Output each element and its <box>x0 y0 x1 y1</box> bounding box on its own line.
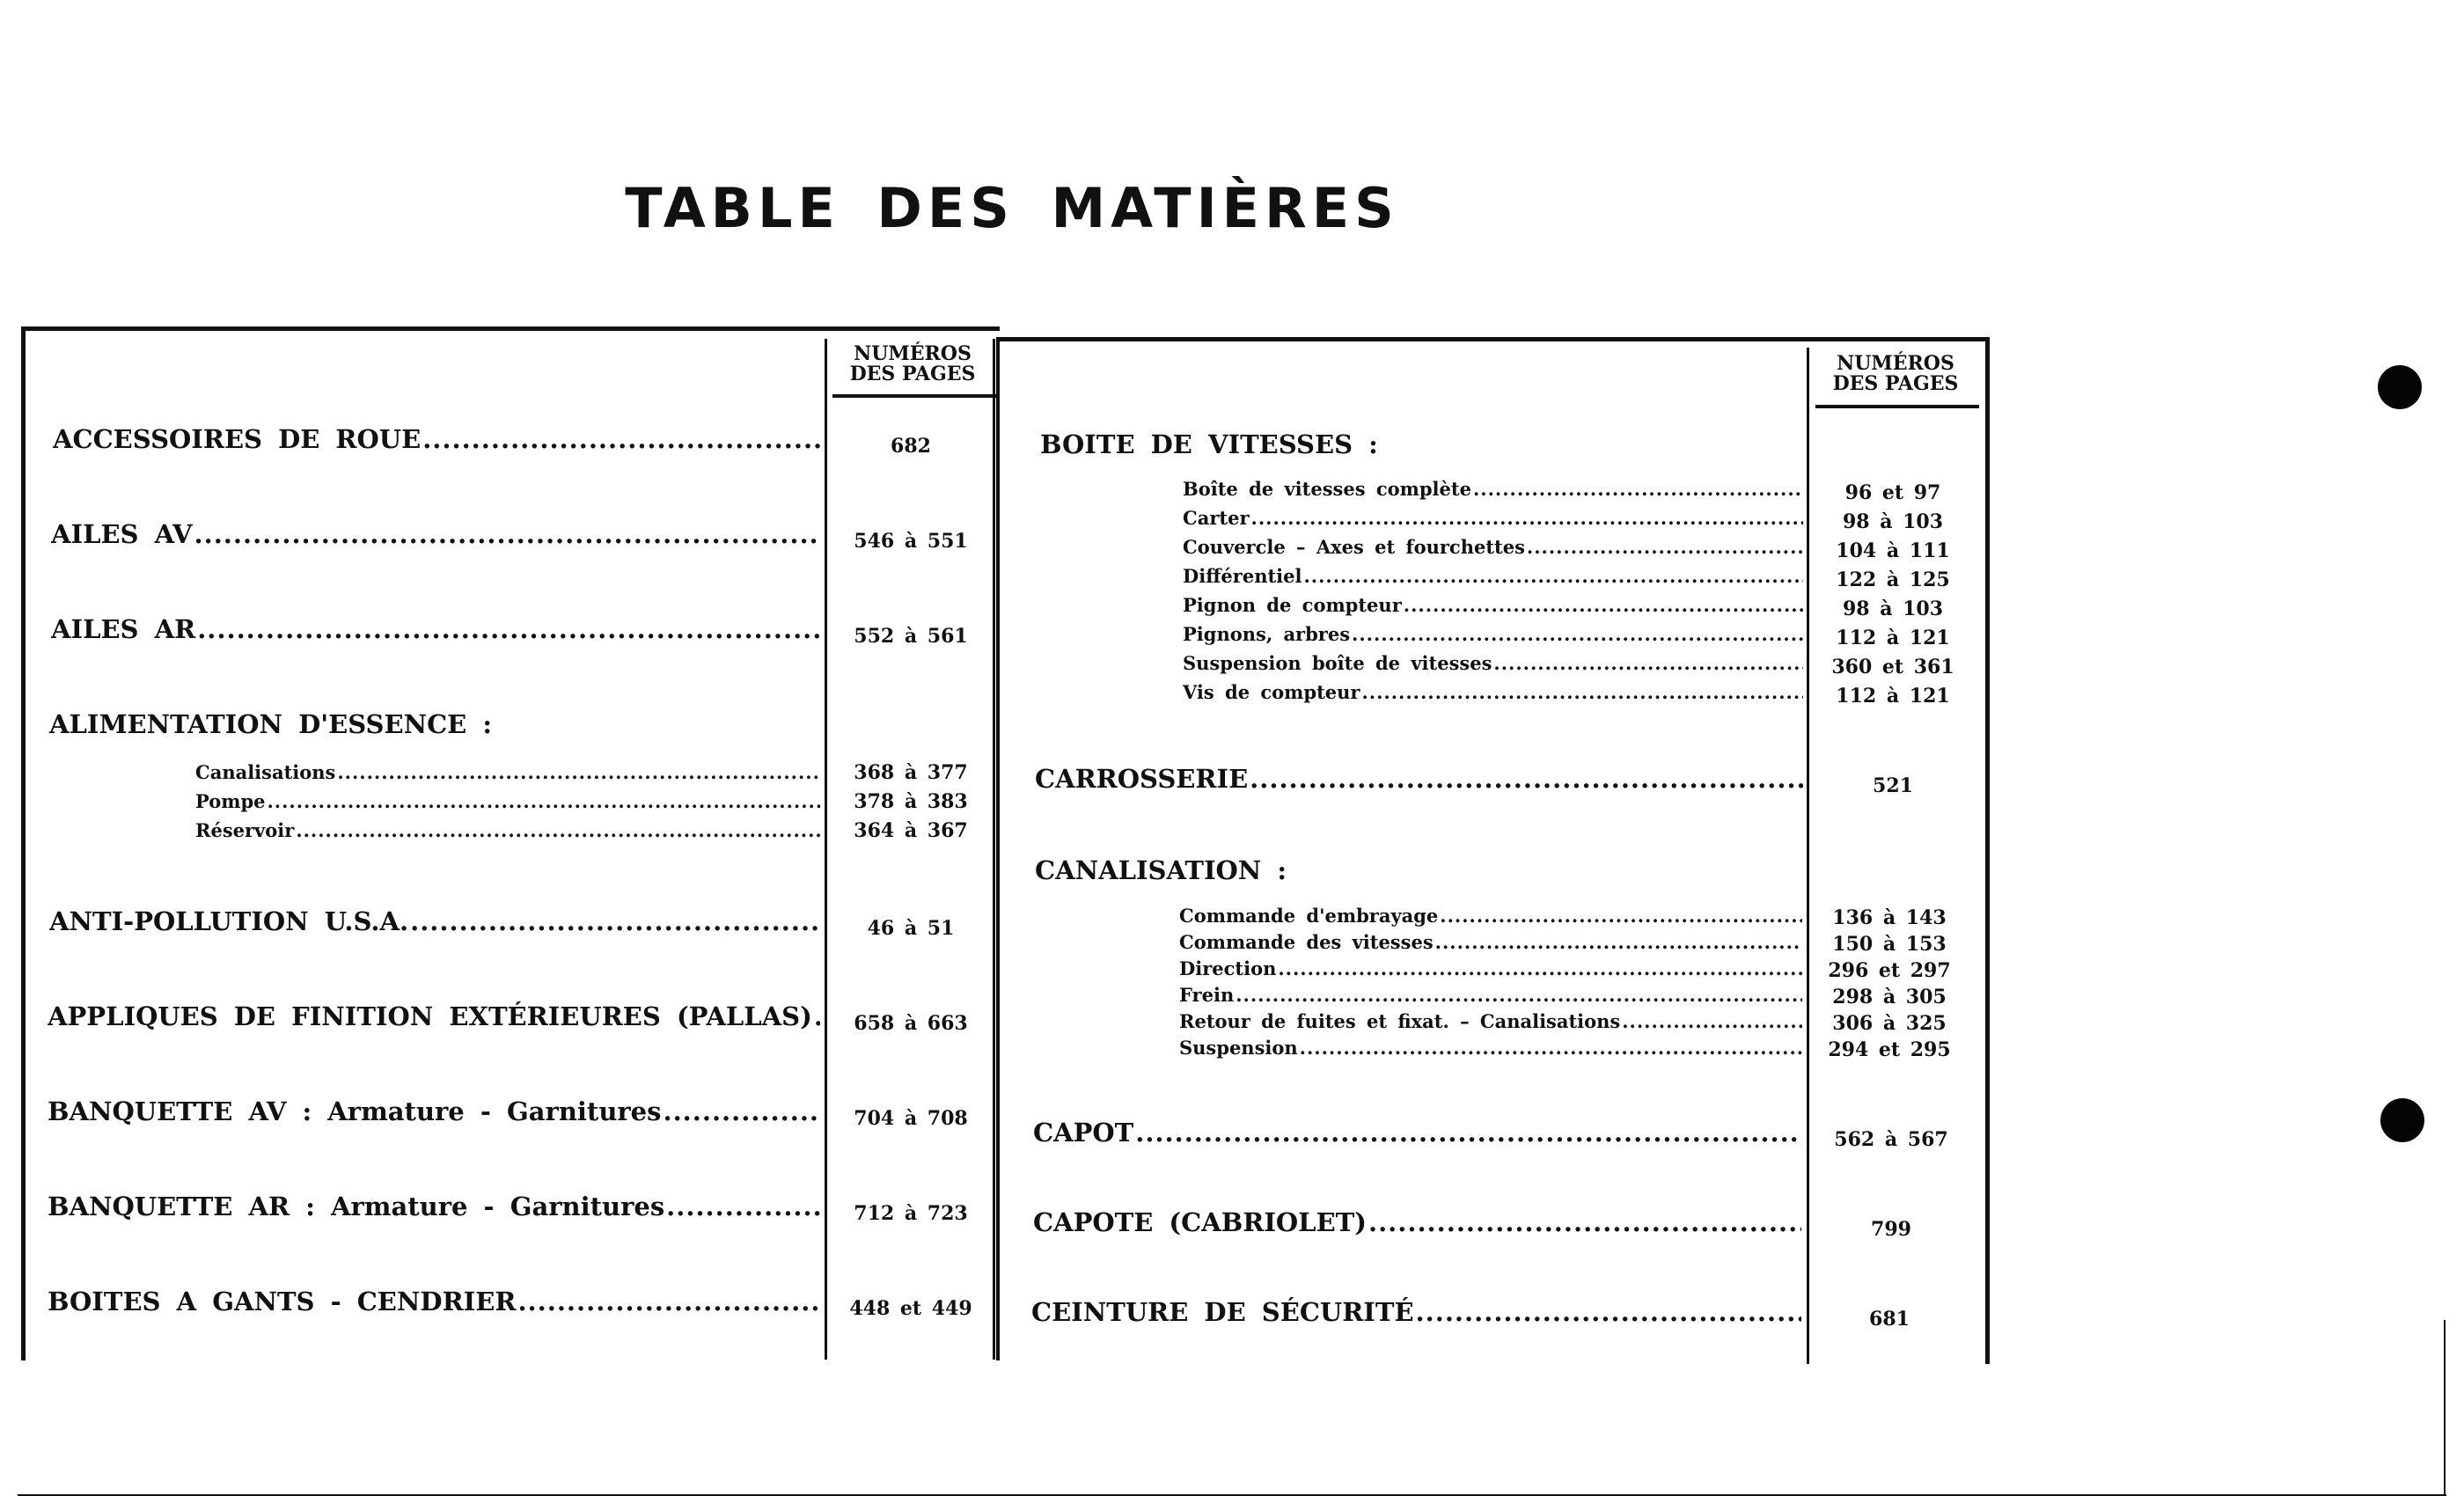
entry-label: Carter <box>1183 507 1250 529</box>
entry-label: Suspension boîte de vitesses <box>1183 652 1492 674</box>
entry-pages: 521 <box>1873 774 1913 797</box>
section-heading-alimentation: ALIMENTATION D'ESSENCE : <box>49 709 493 739</box>
dot-leader <box>1352 623 1803 645</box>
entry-label: Pignons, arbres <box>1183 623 1351 645</box>
header-line-2: DES PAGES <box>849 363 976 385</box>
entry-label: AILES AV <box>51 519 193 549</box>
dot-leader <box>194 519 821 549</box>
section-heading-canalisation: CANALISATION : <box>1035 855 1287 885</box>
dot-leader <box>663 1096 820 1126</box>
punch-hole-top <box>2378 365 2422 409</box>
entry-label: Commande d'embrayage <box>1179 905 1439 927</box>
entry-label: CAPOT <box>1033 1118 1134 1148</box>
entry-label: ANTI-POLLUTION U.S.A. <box>49 906 409 936</box>
entry-label: ACCESSOIRES DE ROUE <box>53 424 422 454</box>
punch-hole-bottom <box>2380 1098 2424 1142</box>
dot-leader <box>1300 1037 1802 1059</box>
dot-leader <box>1404 594 1803 616</box>
entry-pages: 104 à 111 <box>1836 539 1950 562</box>
header-line-2: DES PAGES <box>1832 372 1959 395</box>
frame-right <box>1985 337 1990 1364</box>
entry-label: Différentiel <box>1183 565 1302 587</box>
frame-left <box>21 326 26 1360</box>
frame-top-right <box>1000 337 1990 341</box>
dot-leader <box>410 906 820 936</box>
bottom-right-edge <box>2444 1320 2446 1496</box>
frame-top-left <box>23 326 1000 331</box>
dot-leader <box>1527 536 1803 558</box>
entry-label: Canalisations <box>195 761 336 783</box>
dot-leader <box>1368 1207 1801 1237</box>
page-title: TABLE DES MATIÈRES <box>625 176 1399 240</box>
entry-pages: 112 à 121 <box>1836 627 1950 649</box>
dot-leader <box>337 761 820 783</box>
entry-pages: 294 et 295 <box>1828 1038 1951 1061</box>
header-line-1: NUMÉROS <box>1837 352 1954 375</box>
entry-pages: 136 à 143 <box>1832 906 1947 929</box>
entry-pages: 98 à 103 <box>1842 598 1944 620</box>
entry-label: Vis de compteur <box>1183 681 1360 703</box>
entry-pages: 296 et 297 <box>1828 959 1951 982</box>
dot-leader <box>268 790 821 812</box>
dot-leader <box>1278 957 1802 979</box>
dot-leader <box>1304 565 1804 587</box>
right-header-underline <box>1815 405 1979 408</box>
entry-label: BANQUETTE AV : Armature - Garnitures <box>48 1096 662 1126</box>
right-pages-header <box>1812 354 1979 394</box>
entry-pages: 46 à 51 <box>867 917 955 940</box>
entry-label: BANQUETTE AR : Armature - Garnitures <box>48 1192 665 1221</box>
dot-leader <box>1435 931 1802 953</box>
frame-mid-divider <box>996 337 1000 1360</box>
entry-pages: 298 à 305 <box>1832 986 1947 1008</box>
entry-pages: 552 à 561 <box>854 625 968 648</box>
dot-leader <box>1251 507 1803 529</box>
entry-pages: 799 <box>1871 1218 1911 1241</box>
header-line-1: NUMÉROS <box>854 342 972 365</box>
entry-pages: 681 <box>1869 1308 1910 1331</box>
entry-pages: 98 à 103 <box>1842 510 1944 533</box>
dot-leader <box>1440 905 1802 927</box>
entry-pages: 712 à 723 <box>854 1202 968 1225</box>
entry-label: Commande des vitesses <box>1179 931 1434 953</box>
entry-label: BOITES A GANTS - CENDRIER <box>48 1287 517 1316</box>
dot-leader <box>1135 1118 1801 1148</box>
section-heading-boite-de-vitesses: BOITE DE VITESSES : <box>1040 429 1378 459</box>
dot-leader <box>1416 1297 1801 1327</box>
dot-leader <box>1622 1010 1802 1032</box>
entry-pages: 122 à 125 <box>1836 568 1950 591</box>
entry-pages: 546 à 551 <box>854 530 968 553</box>
dot-leader <box>1250 764 1803 794</box>
dot-leader <box>1236 984 1802 1006</box>
entry-pages: 360 et 361 <box>1831 656 1954 678</box>
dot-leader <box>1473 478 1803 500</box>
entry-pages: 562 à 567 <box>1834 1128 1948 1151</box>
entry-pages: 704 à 708 <box>854 1107 968 1130</box>
entry-label: Retour de fuites et fixat. – Canalisations <box>1179 1010 1621 1032</box>
dot-leader <box>422 424 820 454</box>
entry-pages: 682 <box>891 435 931 458</box>
entry-pages: 658 à 663 <box>854 1012 968 1035</box>
entry-label: Couvercle – Axes et fourchettes <box>1183 536 1525 558</box>
entry-label: CEINTURE DE SÉCURITÉ <box>1031 1297 1414 1327</box>
left-header-underline <box>832 394 996 398</box>
entry-pages: 448 et 449 <box>849 1297 972 1320</box>
entry-pages: 364 à 367 <box>854 819 968 842</box>
dot-leader <box>1361 681 1803 703</box>
entry-label: AILES AR <box>51 614 196 644</box>
entry-pages: 150 à 153 <box>1832 933 1947 956</box>
entry-pages: 368 à 377 <box>854 761 968 784</box>
dot-leader <box>296 819 820 841</box>
entry-label: Réservoir <box>195 819 295 841</box>
entry-label: Pignon de compteur <box>1183 594 1402 616</box>
entry-label: CARROSSERIE <box>1035 764 1249 794</box>
dot-leader <box>814 1001 820 1031</box>
entry-pages: 112 à 121 <box>1836 685 1950 708</box>
entry-label: CAPOTE (CABRIOLET) <box>1033 1207 1367 1237</box>
entry-label: APPLIQUES DE FINITION EXTÉRIEURES (PALLAS) <box>48 1001 812 1031</box>
entry-pages: 96 et 97 <box>1844 481 1941 504</box>
dot-leader <box>1493 652 1803 674</box>
entry-pages: 306 à 325 <box>1832 1012 1947 1035</box>
dot-leader <box>666 1192 820 1221</box>
dot-leader <box>197 614 820 644</box>
entry-pages: 378 à 383 <box>854 790 968 813</box>
entry-label: Direction <box>1179 957 1277 979</box>
entry-label: Suspension <box>1179 1037 1298 1059</box>
entry-label: Boîte de vitesses complète <box>1183 478 1471 500</box>
entry-label: Pompe <box>195 790 266 812</box>
left-pages-header <box>829 344 996 385</box>
entry-label: Frein <box>1179 984 1235 1006</box>
dot-leader <box>517 1287 820 1316</box>
